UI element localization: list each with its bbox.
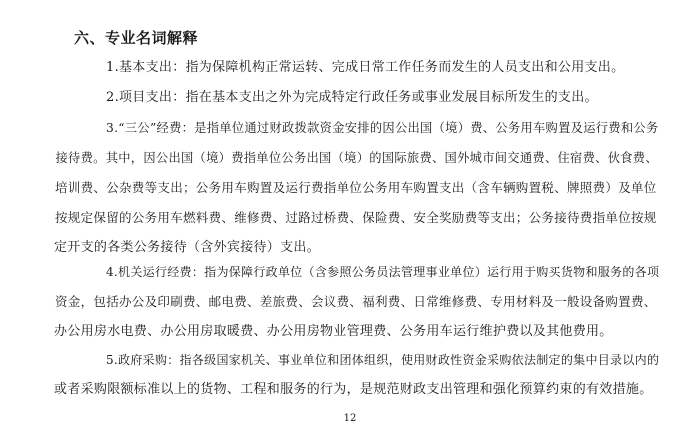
paragraph-line: 5.政府采购：指各级国家机关、事业单位和团体组织，使用财政性资金采购依法制定的集中目录以内的 [106, 353, 660, 367]
section-heading: 六、专业名词解释 [74, 29, 199, 47]
definition-project-expenditure [80, 83, 660, 113]
paragraph-line: 办公用房水电费、办公用房取暖费、办公用房物业管理费、公务用车运行维护费以及其他费用。 [54, 324, 613, 339]
paragraph-line: 或者采购限额标准以上的货物、工程和服务的行为，是规范财政支出管理和强化预算约束的有效措施。 [54, 382, 653, 397]
paragraph-line: 4.机关运行经费：指为保障行政单位（含参照公务员法管理事业单位）运行用于购买货物和服务的各项 [106, 265, 660, 279]
definition-three-public-expenses [54, 113, 660, 263]
paragraph-line: 按规定保留的公务用车燃料费、维修费、过路过桥费、保险费、安全奖励费等支出；公务接待费指单位按规 [55, 210, 657, 225]
paragraph-line: 定开支的各类公务接待（含外宾接待）支出。 [54, 240, 321, 255]
definition-agency-operating-expenses [54, 257, 660, 347]
paragraph-line: 资金，包括办公及印刷费、邮电费、差旅费、会议费、福利费、日常维修费、专用材料及一般设备购置费、 [55, 294, 657, 309]
paragraph-line: 2.项目支出：指在基本支出之外为完成特定行政任务或事业发展目标所发生的支出。 [106, 90, 598, 105]
paragraph-line: 3.“三公”经费：是指单位通过财政拨款资金安排的因公出国（境）费、公务用车购置及运行费和公务 [106, 121, 659, 135]
paragraph-line: 1.基本支出：指为保障机构正常运转、完成日常工作任务而发生的人员支出和公用支出。 [106, 60, 625, 75]
definition-government-procurement [54, 345, 660, 405]
page-number: 12 [343, 413, 357, 424]
paragraph-line: 接待费。其中，因公出国（境）费指单位公务出国（境）的国际旅费、国外城市间交通费、住宿费、伙食费、 [55, 151, 658, 165]
paragraph-line: 培训费、公杂费等支出；公务用车购置及运行费指单位公务用车购置支出（含车辆购置税、牌照费）及单位 [55, 180, 657, 195]
definition-basic-expenditure [80, 53, 660, 83]
